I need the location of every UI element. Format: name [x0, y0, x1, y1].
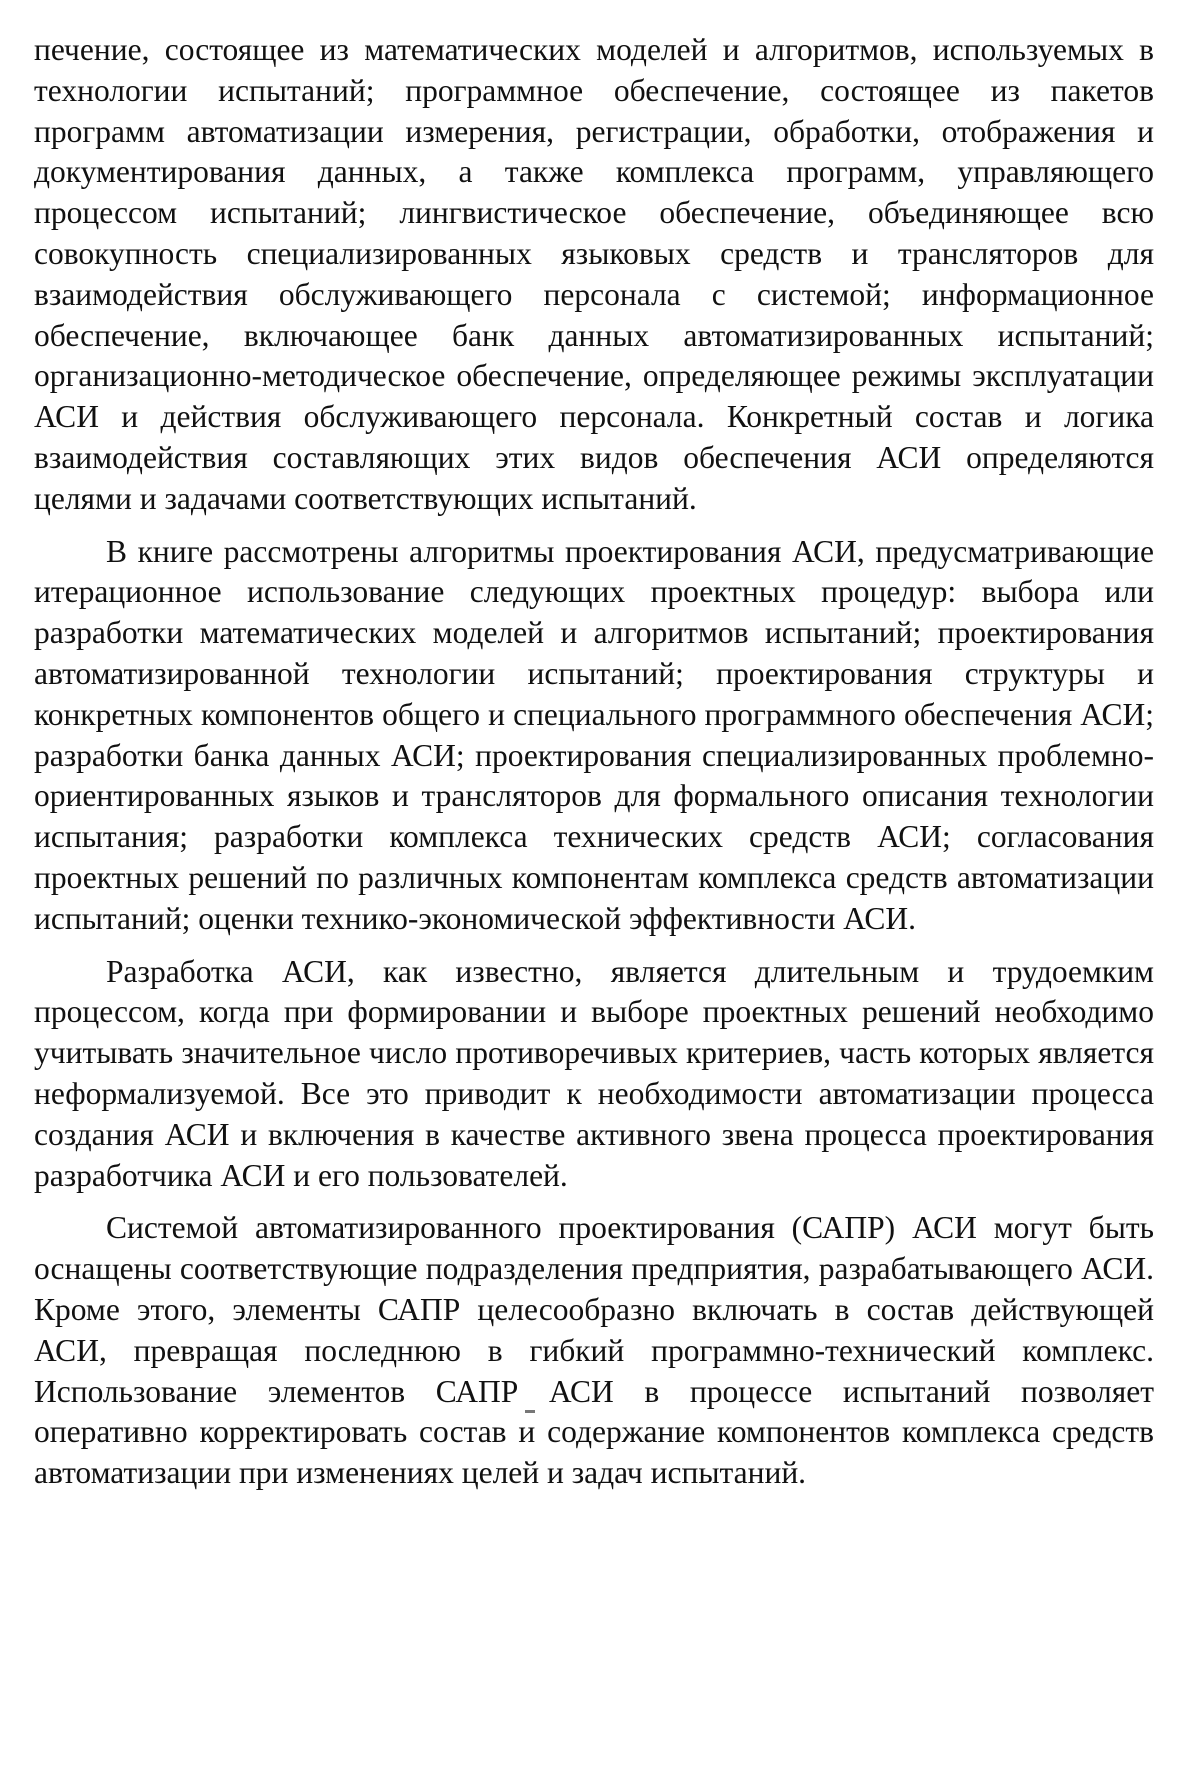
paragraph-design-algorithms: В книге рассмотрены алгоритмы проектирования АСИ, предусматривающие итерационное использование следующих проектных процедур: выбора или разработки математических моделей и алгоритмов испытаний; проектирования автоматизированной технологии испытаний; проектирования структуры и конкретных компонентов общего и специального программного обеспечения АСИ; разработки банка данных АСИ; проектирования специализированных проблемно-ориентированных языков и трансляторов для формального описания технологии испытания; разработки комплекса технических средств АСИ; согласования проектных решений по различных компонентам комплекса средств автоматизации испытаний; оценки технико-экономической эффективности АСИ.	[34, 533, 1154, 936]
paragraph-cad-system: Системой автоматизированного проектирования (САПР) АСИ могут быть оснащены соответствующие подразделения предприятия, разрабатывающего АСИ. Кроме этого, элементы САПР целесообразно включать в состав действующей АСИ, превращая последнюю в гибкий программно-технический комплекс. Использование элементов САПР АСИ в процессе испытаний позволяет оперативно корректировать состав и содержание компонентов комплекса средств автоматизации при изменениях целей и задач испытаний.	[34, 1210, 1154, 1491]
document-page	[34, 30, 1154, 1506]
paragraph-development-process: Разработка АСИ, как известно, является длительным и трудоемким процессом, когда при формировании и выборе проектных решений необходимо учитывать значительное число противоречивых критериев, часть которых является неформализуемой. Все это приводит к необходимости автоматизации процесса создания АСИ и включения в качестве активного звена процесса проектирования разработчика АСИ и его пользователей.	[34, 953, 1154, 1193]
print-mark	[525, 1410, 535, 1413]
paragraph-continuation: печение, состоящее из математических моделей и алгоритмов, используемых в технологии испытаний; программное обеспечение, состоящее из пакетов программ автоматизации измерения, регистрации, обработки, отображения и документирования данных, а также комплекса программ, управляющего процессом испытаний; лингвистическое обеспечение, объединяющее всю совокупность специализированных языковых средств и трансляторов для взаимодействия обслуживающего персонала с системой; информационное обеспечение, включающее банк данных автоматизированных испытаний; организационно-методическое обеспечение, определяющее режимы эксплуатации АСИ и действия обслуживающего персонала. Конкретный состав и логика взаимодействия составляющих этих видов обеспечения АСИ определяются целями и задачами соответствующих испытаний.	[34, 32, 1154, 516]
